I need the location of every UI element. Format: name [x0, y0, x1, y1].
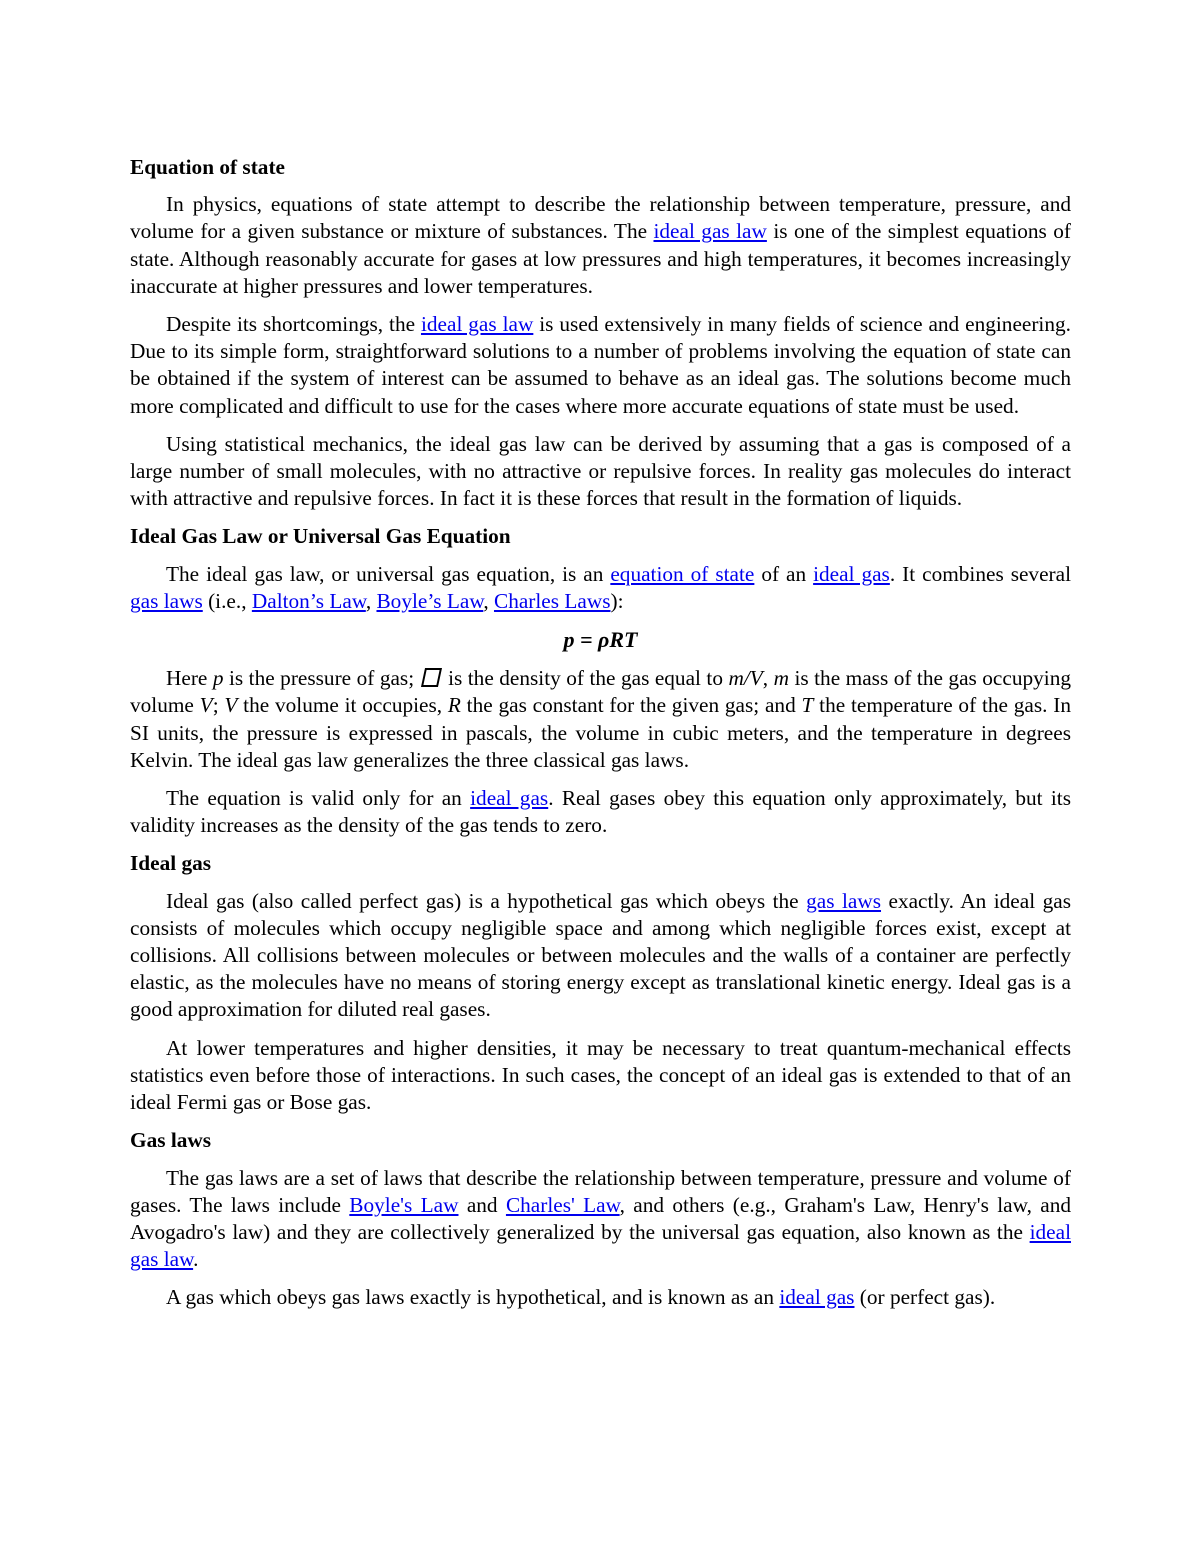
gas-laws-link[interactable]: gas laws — [130, 588, 203, 613]
paragraph-text: Here — [166, 666, 213, 691]
paragraph-text: Despite its shortcomings, the — [166, 312, 421, 337]
paragraph-text: , — [762, 666, 774, 691]
paragraph-text: , and others (e.g., Graham's Law, Henry's law, and Avogadro's law) and they are collectively generalized by the universal gas equation, also known as the — [130, 1192, 1071, 1244]
paragraph-text: is the mass of the gas occupying volume — [130, 666, 1071, 718]
paragraph — [130, 311, 1071, 420]
paragraph-text: (i.e., — [202, 588, 252, 613]
variable: m/V — [728, 666, 763, 691]
paragraph-text: The equation is valid only for an — [166, 786, 471, 811]
paragraph-text: the gas constant for the given gas; and — [460, 693, 802, 718]
paragraph-text: (or perfect gas). — [854, 1285, 996, 1310]
paragraph-text: ; — [212, 693, 225, 718]
paragraph-text: ): — [610, 588, 624, 613]
paragraph — [130, 561, 1071, 615]
paragraph — [130, 888, 1071, 1024]
variable: V — [199, 693, 213, 718]
variable: p — [212, 666, 224, 691]
missing-glyph-symbol — [421, 668, 442, 687]
paragraph-text: , — [365, 588, 377, 613]
paragraph-text: the volume it occupies, — [237, 693, 448, 718]
variable: R — [447, 693, 461, 718]
section-heading-ideal-gas-law: Ideal Gas Law or Universal Gas Equation — [130, 524, 511, 549]
paragraph — [130, 785, 1071, 839]
gas-laws-link[interactable]: gas laws — [806, 888, 882, 913]
paragraph-text: At lower temperatures and higher densities, it may be necessary to treat quantum-mechanical effects statistics even before those of interactions. In such cases, the concept of an ideal gas is extended to that of an ideal Fermi gas or Bose gas. — [130, 1035, 1071, 1115]
paragraph — [130, 665, 1071, 774]
paragraph-text: . Real gases obey this equation only approximately, but its validity increases as the density of the gas tends to zero. — [130, 786, 1072, 838]
paragraph — [130, 191, 1071, 300]
ideal-gas-law-link[interactable]: ideal gas law — [130, 1219, 1071, 1272]
variable: T — [801, 693, 814, 718]
paragraph-text: is one of the simplest equations of state. Although reasonably accurate for gases at low pressures and high temperatures, it becomes increasingly inaccurate at higher pressures and lower temperatures. — [130, 219, 1071, 298]
ideal-gas-link[interactable]: ideal gas — [779, 1285, 855, 1310]
paragraph — [130, 1035, 1071, 1117]
paragraph-text: exactly. An ideal gas consists of molecules which occupy negligible space and among which negligible forces exist, except at collisions. All collisions between molecules or between molecules and the walls of a container are perfectly elastic, as the molecules have no means of storing energy except as translational kinetic energy. Ideal gas is a good approximation for diluted real gases. — [130, 888, 1071, 1022]
ideal-gas-link[interactable]: ideal gas — [470, 786, 549, 811]
paragraph-text: is the density of the gas equal to — [442, 666, 729, 691]
boyles-law-link[interactable]: Boyle’s Law — [376, 588, 484, 613]
paragraph-text: the temperature of the gas. In SI units, the pressure is expressed in pascals, the volume in cubic meters, and the temperature in degrees Kelvin. The ideal gas law generalizes the three classical gas laws. — [130, 693, 1071, 772]
ideal-gas-law-link[interactable]: ideal gas law — [653, 219, 767, 244]
variable: V — [224, 693, 238, 718]
section-heading-ideal-gas: Ideal gas — [130, 851, 212, 876]
daltons-law-link[interactable]: Dalton’s Law — [251, 588, 366, 613]
section-heading-gas-laws: Gas laws — [130, 1128, 212, 1153]
boyles-law-link[interactable]: Boyle's Law — [349, 1192, 459, 1217]
paragraph-text: of an — [754, 561, 814, 586]
paragraph — [130, 1284, 1071, 1311]
paragraph-text: Ideal gas (also called perfect gas) is a hypothetical gas which obeys the — [166, 888, 807, 913]
paragraph-text: In physics, equations of state attempt to describe the relationship between temperature, pressure, and volume for a given substance or mixture of substances. The — [130, 192, 1071, 244]
charles-law-link[interactable]: Charles' Law — [505, 1192, 620, 1217]
paragraph-text: is the pressure of gas; — [223, 666, 420, 691]
paragraph-text: is used extensively in many fields of science and engineering. Due to its simple form, straightforward solutions to a number of problems involving the equation of state can be obtained if the system of interest can be assumed to behave as an ideal gas. The solutions become much more complicated and difficult to use for the cases where more accurate equations of state must be used. — [130, 312, 1071, 418]
charles-laws-link[interactable]: Charles Laws — [493, 588, 611, 613]
equation-of-state-link[interactable]: equation of state — [610, 561, 755, 586]
document-body — [130, 154, 1071, 1312]
ideal-gas-equation: p = ρRT — [563, 627, 638, 653]
ideal-gas-law-link[interactable]: ideal gas law — [420, 312, 534, 337]
section-heading-equation-of-state: Equation of state — [130, 155, 286, 179]
paragraph-text: , — [483, 588, 494, 613]
paragraph-text: The gas laws are a set of laws that describe the relationship between temperature, pressure and volume of gases. The laws include — [130, 1165, 1071, 1217]
paragraph-text: The ideal gas law, or universal gas equation, is an — [166, 561, 611, 586]
paragraph-text: A gas which obeys gas laws exactly is hypothetical, and is known as an — [166, 1285, 780, 1310]
paragraph — [130, 1165, 1071, 1274]
paragraph-text: Using statistical mechanics, the ideal gas law can be derived by assuming that a gas is composed of a large number of small molecules, with no attractive or repulsive forces. In reality gas molecules do interact with attractive and repulsive forces. In fact it is these forces that result in the formation of liquids. — [130, 431, 1071, 511]
paragraph-text: and — [458, 1192, 506, 1217]
paragraph-text: . — [193, 1247, 199, 1272]
paragraph-text: . It combines several — [889, 561, 1071, 586]
ideal-gas-link[interactable]: ideal gas — [813, 561, 890, 586]
variable: m — [773, 666, 789, 691]
paragraph — [130, 431, 1071, 513]
